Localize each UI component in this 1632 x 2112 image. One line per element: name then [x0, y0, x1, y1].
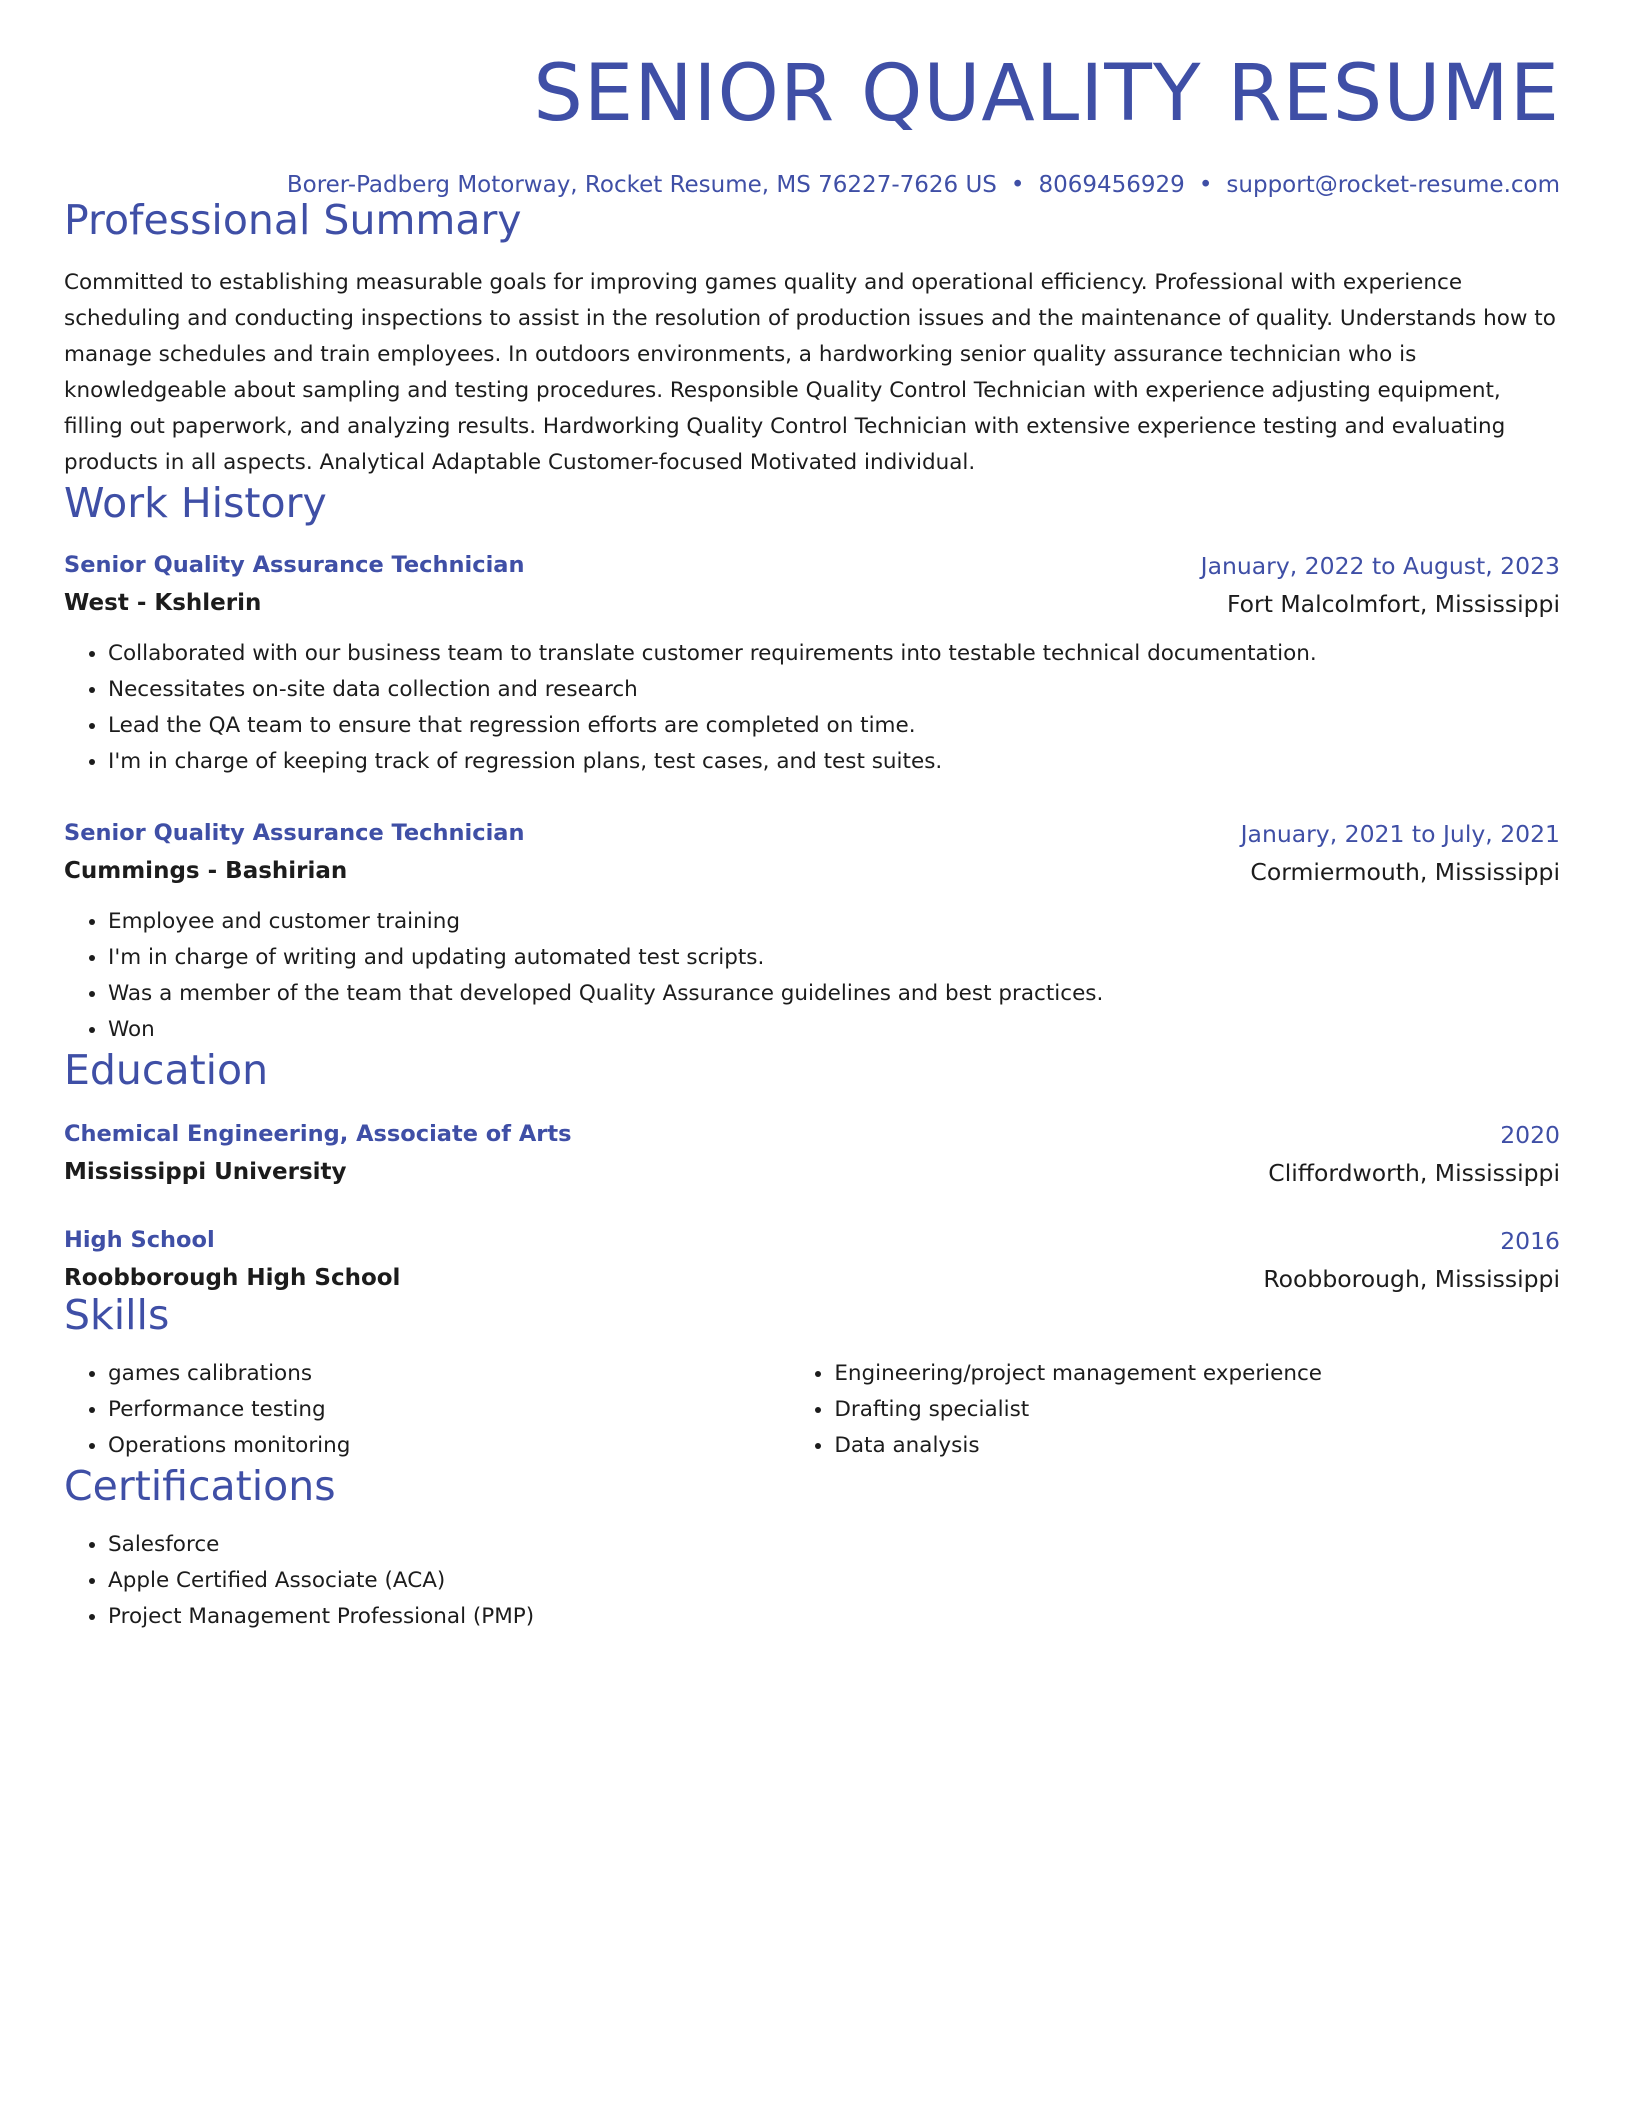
education-subheader — [64, 1265, 1560, 1293]
job-subheader — [64, 590, 1560, 618]
resume-page — [64, 0, 1560, 1635]
job-company: West - Kshlerin — [64, 589, 262, 616]
job-location: Fort Malcolmfort, Mississippi — [1227, 589, 1560, 618]
education-entry — [64, 1227, 1560, 1293]
job-entry — [64, 552, 1560, 780]
certifications-list — [64, 1527, 1560, 1635]
list-item: • I'm in charge of writing and updating automated test scripts. — [108, 940, 1560, 976]
education-location: Cliffordworth, Mississippi — [1268, 1159, 1560, 1188]
job-dates: January, 2021 to July, 2021 — [1240, 819, 1560, 848]
list-item: • Project Management Professional (PMP) — [108, 1599, 1560, 1635]
job-location: Cormiermouth, Mississippi — [1250, 857, 1560, 886]
list-item: • Lead the QA team to ensure that regression efforts are completed on time. — [108, 708, 1560, 744]
contact-line — [64, 172, 1560, 198]
job-bullets — [64, 904, 1560, 1048]
job-bullets — [64, 636, 1560, 780]
list-item: • Engineering/project management experience — [834, 1356, 1560, 1392]
job-subheader — [64, 858, 1560, 886]
list-item: • Performance testing — [108, 1392, 790, 1428]
list-item: • Salesforce — [108, 1527, 1560, 1563]
education-degree: Chemical Engineering, Associate of Arts — [64, 1121, 572, 1148]
list-item: • Was a member of the team that developed Quality Assurance guidelines and best practices. — [108, 976, 1560, 1012]
job-entry — [64, 820, 1560, 1048]
skills-list-left — [64, 1356, 790, 1464]
summary-text: Committed to establishing measurable goals for improving games quality and operational efficiency. Professional with experience scheduling and conducting inspections to assist in the resolution of production issues and the maintenance of quality. Understands how to manage schedules and train employees. In outdoors environments, a hardworking senior quality assurance technician who is knowledgeable about sampling and testing procedures. Responsible Quality Control Technician with experience adjusting equipment, filling out paperwork, and analyzing results. Hardworking Quality Control Technician with extensive experience testing and evaluating products in all aspects. Analytical Adaptable Customer-focused Motivated individual. — [64, 269, 1556, 475]
list-item: • Won — [108, 1012, 1560, 1048]
section-heading-work: Work History — [64, 478, 327, 527]
education-entry — [64, 1121, 1560, 1187]
list-item: • I'm in charge of keeping track of regression plans, test cases, and test suites. — [108, 744, 1560, 780]
job-title: Senior Quality Assurance Technician — [64, 819, 525, 846]
list-item: • Necessitates on-site data collection and research — [108, 672, 1560, 708]
list-item: • Collaborated with our business team to translate customer requirements into testable technical documentation. — [108, 636, 1560, 672]
education-year: 2016 — [1500, 1227, 1560, 1256]
education-year: 2020 — [1500, 1121, 1560, 1150]
education-header — [64, 1121, 1560, 1149]
list-item: • Employee and customer training — [108, 904, 1560, 940]
contact-address: Borer-Padberg Motorway, Rocket Resume, MS 76227-7626 US — [286, 171, 997, 198]
education-school: Roobborough High School — [64, 1265, 401, 1292]
education-subheader — [64, 1159, 1560, 1187]
section-heading-certifications: Certifications — [64, 1462, 336, 1511]
skills-list-right — [790, 1356, 1560, 1464]
contact-email: support@rocket-resume.com — [1226, 171, 1560, 198]
education-degree: High School — [64, 1227, 215, 1254]
list-item: • games calibrations — [108, 1356, 790, 1392]
skills-grid — [64, 1356, 1560, 1464]
job-dates: January, 2022 to August, 2023 — [1200, 551, 1560, 580]
job-header — [64, 552, 1560, 580]
education-school: Mississippi University — [64, 1159, 347, 1186]
job-title: Senior Quality Assurance Technician — [64, 551, 525, 578]
list-item: • Operations monitoring — [108, 1428, 790, 1464]
education-header — [64, 1227, 1560, 1255]
list-item: • Apple Certified Associate (ACA) — [108, 1563, 1560, 1599]
education-location: Roobborough, Mississippi — [1263, 1265, 1560, 1294]
bullet-separator: • — [1010, 171, 1025, 198]
section-heading-skills: Skills — [64, 1291, 170, 1340]
bullet-separator: • — [1198, 171, 1213, 198]
contact-phone: 8069456929 — [1038, 171, 1185, 198]
resume-title: SENIOR QUALITY RESUME — [533, 49, 1560, 139]
job-header — [64, 820, 1560, 848]
section-heading-education: Education — [64, 1045, 269, 1094]
section-heading-summary: Professional Summary — [64, 195, 522, 244]
list-item: • Drafting specialist — [834, 1392, 1560, 1428]
list-item: • Data analysis — [834, 1428, 1560, 1464]
job-company: Cummings - Bashirian — [64, 857, 348, 884]
